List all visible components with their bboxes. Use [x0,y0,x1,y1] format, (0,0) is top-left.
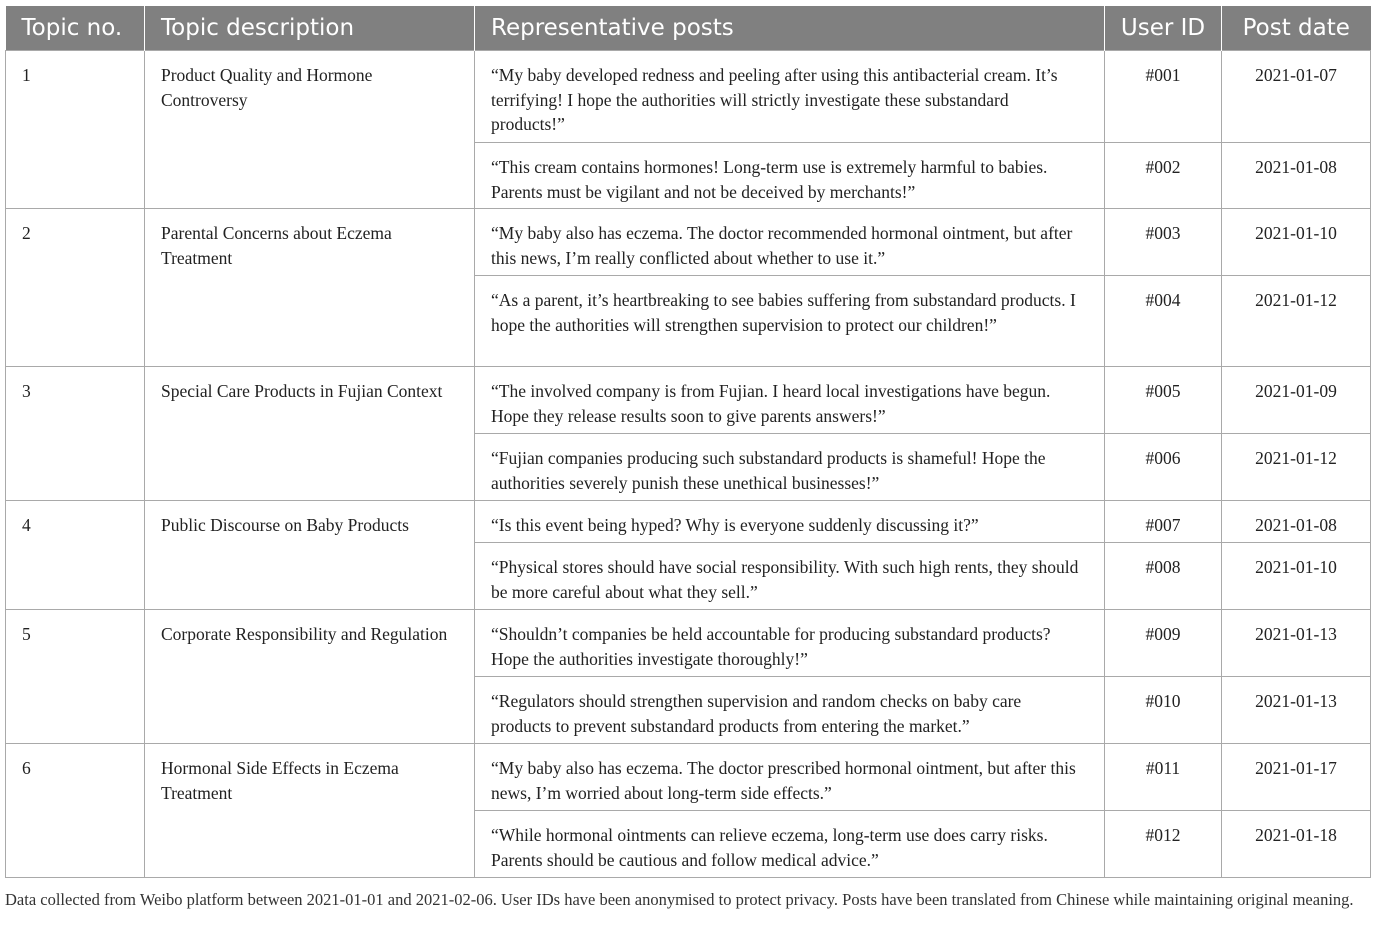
post-text: “Shouldn’t companies be held accountable for producing substandard products? Hope the authorities investigate thoroughly!” [475,610,1105,677]
post-date: 2021-01-10 [1222,209,1371,276]
post-date: 2021-01-12 [1222,276,1371,367]
table-footnote: Data collected from Weibo platform between 2021-01-01 and 2021-02-06. User IDs have been anonymised to protect privacy. Posts have been translated from Chinese while maintaining original meaning. [5,890,1354,909]
post-date: 2021-01-09 [1222,367,1371,434]
post-date: 2021-01-07 [1222,51,1371,143]
table-row [6,501,1371,543]
post-date: 2021-01-13 [1222,677,1371,744]
topic-description: Corporate Responsibility and Regulation [145,610,475,744]
topic-number: 4 [6,501,145,610]
table-body [6,51,1371,878]
post-text: “This cream contains hormones! Long-term use is extremely harmful to babies. Parents must be vigilant and not be deceived by merchants!” [475,143,1105,209]
post-date: 2021-01-08 [1222,143,1371,209]
topic-number: 6 [6,744,145,878]
user-id: #002 [1105,143,1222,209]
user-id: #004 [1105,276,1222,367]
header-topic-no: Topic no. [6,6,145,51]
user-id: #010 [1105,677,1222,744]
topic-description: Public Discourse on Baby Products [145,501,475,610]
post-date: 2021-01-10 [1222,543,1371,610]
user-id: #006 [1105,434,1222,501]
user-id: #011 [1105,744,1222,811]
topics-table [5,6,1371,878]
post-text: “Is this event being hyped? Why is everyone suddenly discussing it?” [475,501,1105,543]
post-text: “While hormonal ointments can relieve eczema, long-term use does carry risks. Parents should be cautious and follow medical advice.” [475,811,1105,878]
topic-description: Special Care Products in Fujian Context [145,367,475,501]
post-text: “Regulators should strengthen supervision and random checks on baby care products to prevent substandard products from entering the market.” [475,677,1105,744]
post-text: “My baby also has eczema. The doctor prescribed hormonal ointment, but after this news, I’m worried about long-term side effects.” [475,744,1105,811]
user-id: #005 [1105,367,1222,434]
post-date: 2021-01-08 [1222,501,1371,543]
post-date: 2021-01-18 [1222,811,1371,878]
table-row [6,209,1371,276]
topic-number: 3 [6,367,145,501]
post-text: “My baby also has eczema. The doctor recommended hormonal ointment, but after this news, I’m really conflicted about whether to use it.” [475,209,1105,276]
table-row [6,367,1371,434]
table-row [6,744,1371,811]
header-user-id: User ID [1105,6,1222,51]
topic-description: Product Quality and Hormone Controversy [145,51,475,209]
post-date: 2021-01-17 [1222,744,1371,811]
table-row [6,610,1371,677]
post-text: “Physical stores should have social responsibility. With such high rents, they should be more careful about what they sell.” [475,543,1105,610]
user-id: #008 [1105,543,1222,610]
user-id: #003 [1105,209,1222,276]
table-row [6,51,1371,143]
post-text: “My baby developed redness and peeling after using this antibacterial cream. It’s terrifying! I hope the authorities will strictly investigate these substandard products!” [475,51,1105,143]
user-id: #007 [1105,501,1222,543]
header-topic-description: Topic description [145,6,475,51]
header-representative-posts: Representative posts [475,6,1105,51]
header-post-date: Post date [1222,6,1371,51]
post-date: 2021-01-13 [1222,610,1371,677]
topic-number: 1 [6,51,145,209]
post-text: “As a parent, it’s heartbreaking to see babies suffering from substandard products. I hope the authorities will strengthen supervision to protect our children!” [475,276,1105,367]
post-date: 2021-01-12 [1222,434,1371,501]
topic-number: 5 [6,610,145,744]
topic-description: Hormonal Side Effects in Eczema Treatment [145,744,475,878]
post-text: “Fujian companies producing such substandard products is shameful! Hope the authorities severely punish these unethical businesses!” [475,434,1105,501]
user-id: #012 [1105,811,1222,878]
post-text: “The involved company is from Fujian. I heard local investigations have begun. Hope they release results soon to give parents answers!” [475,367,1105,434]
user-id: #009 [1105,610,1222,677]
topic-description: Parental Concerns about Eczema Treatment [145,209,475,367]
user-id: #001 [1105,51,1222,143]
topic-number: 2 [6,209,145,367]
table-header [6,6,1371,51]
